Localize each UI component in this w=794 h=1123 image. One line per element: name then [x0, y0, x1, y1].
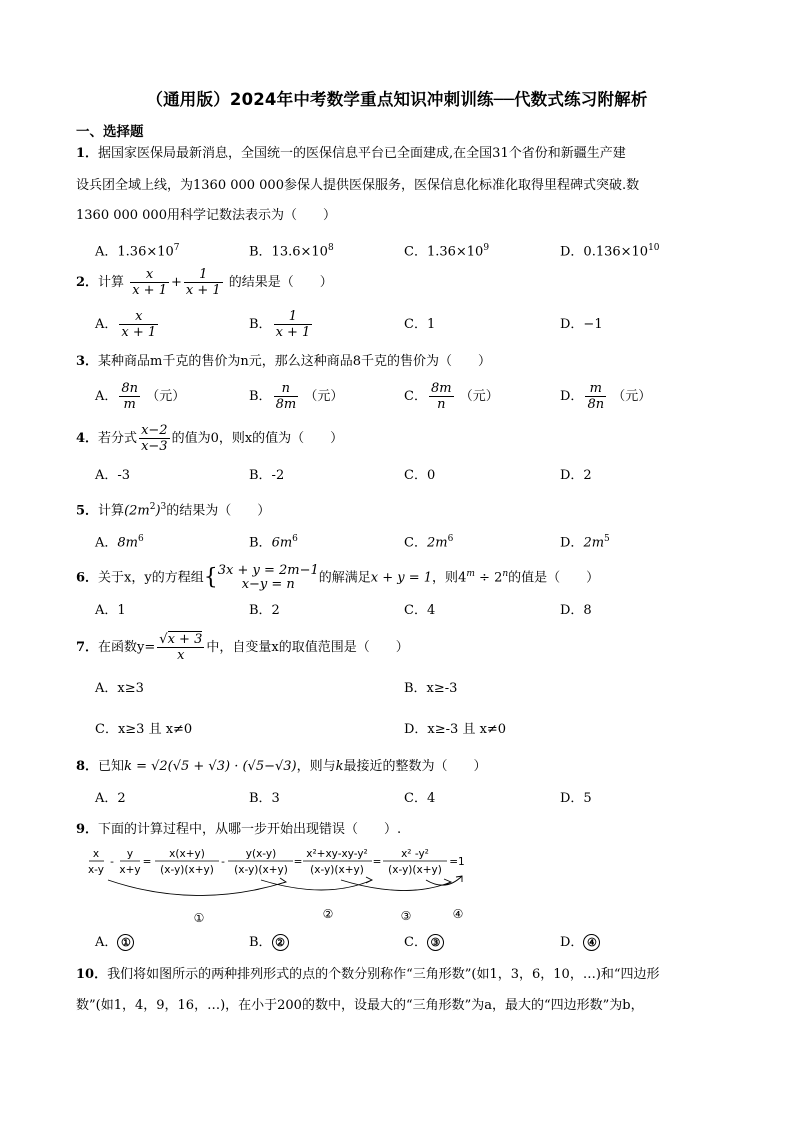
q5-stem: 5．计算$(2m^2)^3$的结果为（ ） [76, 502, 271, 519]
q6-option-c[interactable]: C．4 [404, 603, 436, 618]
q5-option-d[interactable]: D．$2m^5$ [560, 534, 610, 551]
q10-line1: 10．我们将如图所示的两种排列形式的点的个数分别称作“三角形数”(如1，3，6，10，…)和“四边形 [76, 967, 660, 982]
q6-option-b[interactable]: B．2 [249, 603, 280, 618]
q9-frac1-den: (x-y)(x+y) [160, 864, 214, 876]
q1-option-b[interactable]: B．$13.6\times 10^8$ [249, 243, 334, 260]
q7-option-d[interactable]: D．x≥-3 且 x≠0 [404, 722, 507, 737]
q4-option-a[interactable]: A．-3 [95, 468, 131, 483]
q9-frac4-den: (x-y)(x+y) [388, 864, 442, 876]
q7-option-b[interactable]: B．x≥-3 [404, 681, 458, 696]
q9-frac-x-num: x [92, 848, 100, 860]
q1-text3: 1360 000 000用科学记数法表示为（ ） [76, 208, 336, 223]
q9-frac3-den: (x-y)(x+y) [310, 864, 364, 876]
q1-option-c[interactable]: C．$1.36\times 10^9$ [404, 243, 490, 260]
q1-text1: 据国家医保局最新消息，全国统一的医保信息平台已全面建成,在全国31个省份和新疆生产建 [98, 146, 626, 161]
q3-option-c[interactable]: C． $\frac{8m}{n}$ （元） [404, 381, 499, 412]
q9-frac3-num: x²+xy-xy-y² [306, 848, 368, 860]
q9-arrow-1 [108, 880, 286, 896]
q7-option-c[interactable]: C．x≥3 且 x≠0 [95, 722, 193, 737]
q2-option-a[interactable]: A． $\frac{x}{x + 1}$ [95, 309, 157, 340]
q9-frac-y-num: y [126, 848, 134, 860]
q2-option-b[interactable]: B． $\frac{1}{x + 1}$ [249, 309, 311, 340]
q3-stem: 3．某种商品m千克的售价为n元，那么这种商品8千克的售价为（ ） [76, 354, 492, 369]
q8-option-a[interactable]: A．2 [95, 791, 126, 806]
q2-fraction-1: $\frac{x}{x + 1}$ [132, 267, 167, 298]
q2-option-d[interactable]: D．−1 [560, 317, 603, 332]
q2-fraction-2: $\frac{1}{x + 1}$ [185, 267, 221, 298]
q6-option-d[interactable]: D．8 [560, 603, 592, 618]
q4-option-d[interactable]: D．2 [560, 468, 592, 483]
q8-option-b[interactable]: B．3 [249, 791, 280, 806]
q2-stem: 2．计算 $\frac{x}{x + 1}$ + $\frac{1}{x + 1}$ 的结果是（ ） [76, 267, 333, 298]
q9-option-a[interactable]: A． ① [95, 933, 134, 953]
q9-result: =1 [449, 856, 465, 868]
q1-line1 [76, 144, 626, 164]
q1-number: 1． [76, 146, 99, 161]
section-heading: 一、选择题 [76, 124, 144, 140]
page-title: （通用版）2024年中考数学重点知识冲刺训练──代数式练习附解析 [146, 90, 648, 109]
q3-option-a[interactable]: A． $\frac{8n}{m}$ （元） [95, 381, 186, 412]
q6-option-a[interactable]: A．1 [95, 603, 126, 618]
q9-arrow-4 [426, 876, 462, 885]
q5-option-b[interactable]: B．$6m^6$ [249, 534, 298, 551]
q9-arrow-2 [261, 880, 372, 890]
q7-option-a[interactable]: A．x≥3 [95, 681, 144, 696]
q9-frac4-num: x² -y² [401, 848, 429, 860]
q4-stem: 4．若分式 $\frac{x-2}{x-3}$ 的值为0，则x的值为（ ） [76, 423, 344, 454]
q4-option-c[interactable]: C．0 [404, 468, 436, 483]
q5-option-c[interactable]: C．$2m^6$ [404, 534, 454, 551]
q9-eq-1: = [142, 856, 152, 868]
q7-stem: 7．在函数y= $\frac{√x + 3}{x}$ 中，自变量x的取值范围是（ ） [76, 632, 409, 663]
q9-frac1-num: x(x+y) [169, 848, 205, 860]
q1-text2: 设兵团全域上线，为1360 000 000参保人提供医保服务，医保信息化标准化取得里程碑式突破.数 [76, 178, 640, 193]
q9-eq-3: = [372, 856, 382, 868]
q8-stem: 8．已知k = √2(√5 + √3) · (√5−√3)，则与k最接近的整数为（ ） [76, 759, 487, 774]
q9-step-1: ① [193, 911, 205, 925]
q4-option-b[interactable]: B．-2 [249, 468, 285, 483]
q6-equation-system: 3x + y = 2m−1 x−y = n [217, 562, 319, 592]
q1-option-d[interactable]: D．$0.136\times 10^{10}$ [560, 243, 660, 260]
q6-stem: 6．关于x，y的方程组{ 3x + y = 2m−1 x−y = n 的解满足x + y = 1，则$4^m \div 2^n$的值是（ ） [76, 562, 600, 592]
q9-step-2: ② [322, 907, 334, 921]
q9-calculation-figure [86, 840, 486, 930]
q9-frac2-den: (x-y)(x+y) [234, 864, 288, 876]
q3-option-b[interactable]: B． $\frac{n}{8m}$ （元） [249, 381, 344, 412]
q5-option-a[interactable]: A．$8m^6$ [95, 534, 144, 551]
q9-option-c[interactable]: C． ③ [404, 933, 444, 953]
q9-minus-2: - [221, 856, 225, 868]
q9-eq-2: = [293, 856, 303, 868]
q8-option-c[interactable]: C．4 [404, 791, 436, 806]
q9-step-3: ③ [400, 909, 412, 923]
q1-option-a[interactable]: A．$1.36\times 10^7$ [95, 243, 180, 260]
q9-frac2-num: y(x-y) [245, 848, 277, 860]
q9-frac-x-den: x-y [87, 864, 105, 876]
q3-option-d[interactable]: D． $\frac{m}{8n}$ （元） [560, 381, 652, 412]
q9-minus-1: - [110, 856, 114, 868]
q9-option-d[interactable]: D． ④ [560, 933, 600, 953]
q9-frac-y-den: x+y [119, 864, 141, 876]
q8-option-d[interactable]: D．5 [560, 791, 592, 806]
q9-step-4: ④ [452, 907, 464, 921]
q9-stem: 9．下面的计算过程中，从哪一步开始出现错误（ ）. [76, 822, 402, 837]
q2-option-c[interactable]: C．1 [404, 317, 436, 332]
q10-line2: 数”(如1，4，9，16，…)，在小于200的数中，设最大的“三角形数”为a，最大的“四边形数”为b， [76, 998, 644, 1013]
q9-option-b[interactable]: B． ② [249, 933, 289, 953]
